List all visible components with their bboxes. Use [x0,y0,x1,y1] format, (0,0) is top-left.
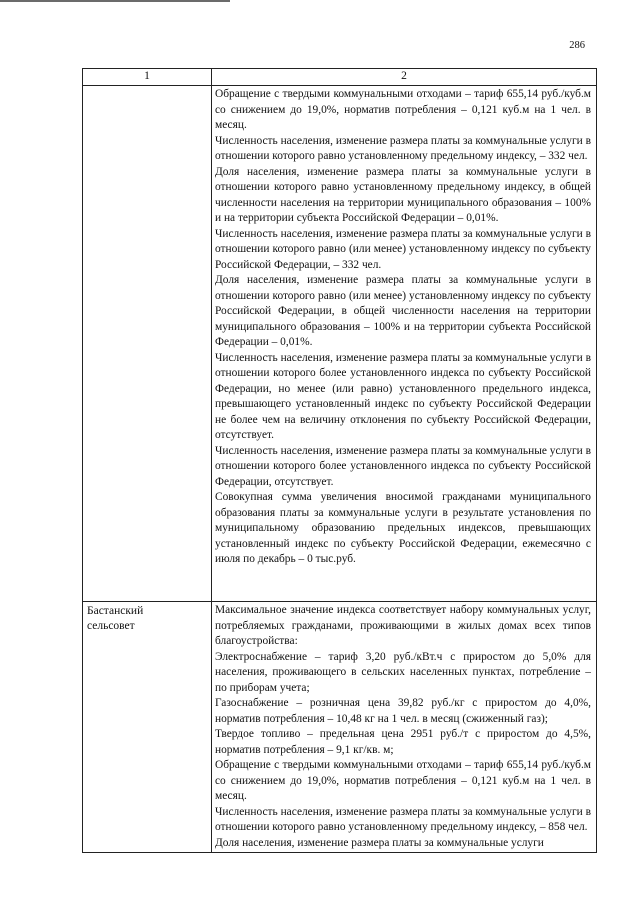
top-edge-line [0,0,230,2]
column-header-1: 1 [83,69,212,86]
municipality-cell [83,602,212,853]
paragraph: Максимальное значение индекса соответствует набору коммунальных услуг, потребляемых гражданами, проживающими в жилых домах всех типов благоустройства: [215,604,591,647]
municipality-name-line: Бастанский [87,605,144,617]
paragraph: Доля населения, изменение размера платы за коммунальные услуги [215,836,544,849]
municipality-cell [83,86,212,602]
paragraph: Численность населения, изменение размера платы за коммунальные услуги в отношении которого более установленного индекса по субъекту Российской Федерации, но менее (или равно) установленного предельного индекса, превышающего установленный индекс по субъекту Российской Федерации не более чем на величину отклонения по субъекту Российской Федерации, отсутствует. [215,351,591,441]
paragraph: Численность населения, изменение размера платы за коммунальные услуги в отношении которого равно установленному предельному индексу, – 332 чел. [215,134,591,162]
paragraph: Обращение с твердыми коммунальными отходами – тариф 655,14 руб./куб.м со снижением до 19,0%, норматив потребления – 0,121 куб.м на 1 чел. в месяц. [215,88,591,131]
paragraph: Численность населения, изменение размера платы за коммунальные услуги в отношении которого более установленного индекса по субъекту Российской Федерации, отсутствует. [215,444,591,488]
paragraph: Совокупная сумма увеличения вносимой гражданами муниципального образования платы за коммунальные услуги в результате установления по муниципальному образованию предельных индексов, превышающих установленный индекс по субъекту Российской Федерации, ежемесячно с июля по декабрь – 0 тыс.руб. [215,491,591,565]
page-number: 286 [569,40,585,51]
municipality-name-line: сельсовет [87,620,135,632]
indicators-cell [212,602,597,853]
paragraph: Доля населения, изменение размера платы за коммунальные услуги в отношении которого равно установленному предельному индексу, в общей численности населения на территории муниципального образования – 100% и на территории субъекта Российской Федерации – 0,01%. [215,165,591,224]
column-header-2: 2 [212,69,597,86]
table-header-row [83,69,597,86]
paragraph: Электроснабжение – тариф 3,20 руб./кВт.ч с приростом до 5,0% для населения, проживающего в сельских населенных пунктах, потребление – по приборам учета; [215,650,591,694]
table-row [83,602,597,853]
paragraph: Численность населения, изменение размера платы за коммунальные услуги в отношении которого равно установленному предельному индексу, – 858 чел. [215,805,591,833]
document-table [82,68,597,853]
paragraph: Газоснабжение – розничная цена 39,82 руб./кг с приростом до 4,0%, норматив потребления – 10,48 кг на 1 чел. в месяц (сжиженный газ); [215,697,591,725]
paragraph: Твердое топливо – предельная цена 2951 руб./т с приростом до 4,5%, норматив потребления – 9,1 кг/кв. м; [215,728,591,756]
paragraph: Доля населения, изменение размера платы за коммунальные услуги в отношении которого равно (или менее) установленному индексу по субъекту Российской Федерации, в общей численности населения на территории муниципального образования – 100% и на территории субъекта Российской Федерации – 0,01%. [215,274,591,348]
table-row [83,86,597,602]
paragraph: Обращение с твердыми коммунальными отходами – тариф 655,14 руб./куб.м со снижением до 19,0%, норматив потребления – 0,121 куб.м на 1 чел. в месяц. [215,759,591,802]
indicators-cell [212,86,597,602]
paragraph: Численность населения, изменение размера платы за коммунальные услуги в отношении которого равно (или менее) установленному индексу по субъекту Российской Федерации, – 332 чел. [215,227,591,271]
